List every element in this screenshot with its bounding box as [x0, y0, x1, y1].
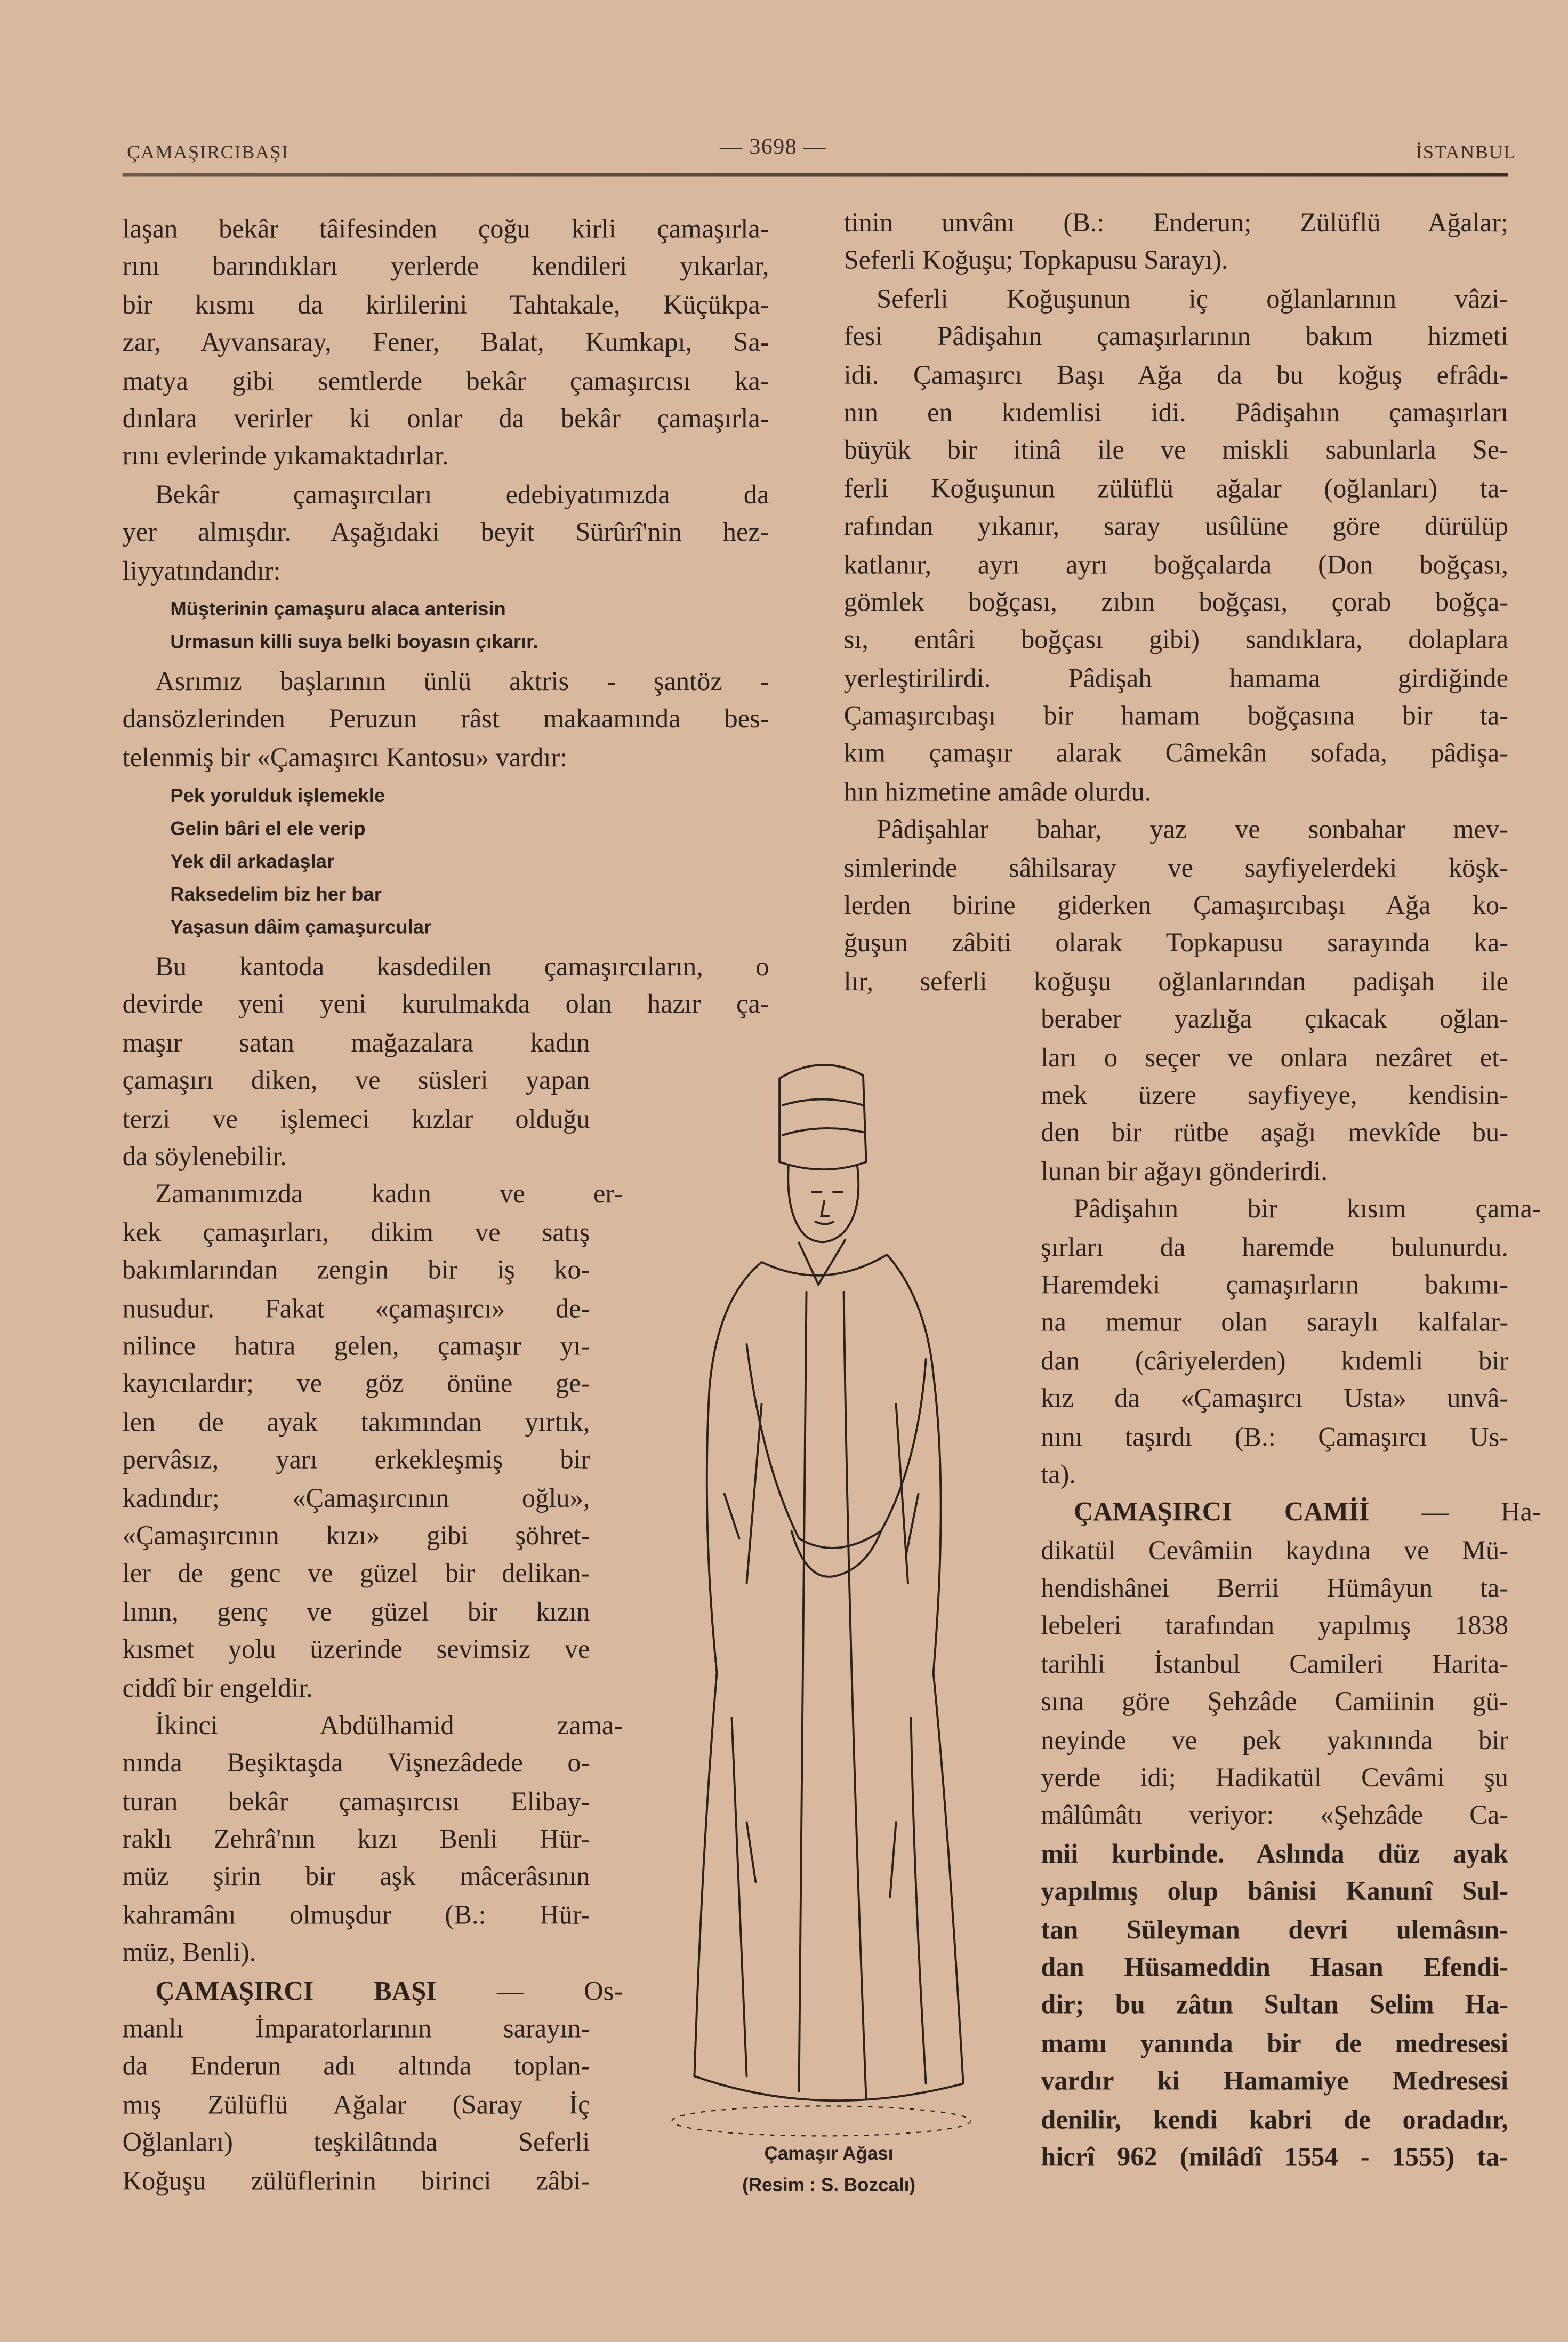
paragraph-block: [123, 663, 769, 776]
paragraph-block: [123, 211, 769, 590]
text-line: turan bekâr çamaşırcısı Elibay-: [122, 1786, 590, 1816]
text-line: Koğuşu zülüflerinin birinci zâbi-: [122, 2165, 590, 2195]
entry-title: ÇAMAŞIRCI BAŞI: [155, 1975, 437, 2006]
text-line: idi. Çamaşırcı Başı Ağa da bu koğuş efrâdı-: [843, 359, 1509, 389]
text-line: bir kısmı da kirlilerini Tahtakale, Küçükpa-: [122, 289, 769, 319]
page-number: — 3698 —: [720, 135, 827, 160]
text-line: sına göre Şehzâde Camiinin gü-: [1041, 1686, 1509, 1717]
text-line: ler de genc ve güzel bir delikan-: [122, 1558, 590, 1589]
hat: [779, 1065, 866, 1169]
text-line: fesi Pâdişahın çamaşırlarının bakım hizmeti: [843, 321, 1509, 351]
text-line: Pâdişahlar bahar, yaz ve sonbahar mev-: [877, 814, 1509, 845]
camasir-agasi-illustration: [657, 1046, 1000, 2151]
text-line: İkinci Abdülhamid zama-: [155, 1710, 623, 1740]
text-line: çamaşırı diken, ve süsleri yapan: [122, 1065, 590, 1095]
verse-line: Müşterinin çamaşuru alaca anterisin: [170, 597, 506, 620]
text-line: telenmiş bir «Çamaşırcı Kantosu» vardır:: [122, 742, 568, 772]
text-line: Seferli Koğuşu; Topkapusu Sarayı).: [843, 245, 1228, 276]
text-line: hın hizmetine amâde olurdu.: [843, 776, 1152, 807]
text-line: sı, entâri boğçası gibi) sandıklara, dolaplara: [843, 624, 1509, 655]
text-line: lır, seferli koğuşu oğlanlarından padişah ile: [843, 966, 1509, 996]
text-line: rını barındıkları yerlerde kendileri yıkarlar,: [122, 251, 769, 282]
text-line: nında Beşiktaşda Vişnezâdede o-: [122, 1747, 590, 1778]
paragraph-block: [123, 949, 769, 1024]
text-line: ta).: [1041, 1459, 1076, 1489]
text-line: şırları da haremde bulunurdu.: [1041, 1231, 1509, 1262]
text-line: kahramânı olmuşdur (B.: Hür-: [122, 1899, 590, 1930]
text-line: nını taşırdı (B.: Çamaşırcı Us-: [1041, 1421, 1509, 1451]
verse-line: Yaşasun dâim çamaşurcular: [170, 916, 432, 939]
text-line: bakımlarından zengin bir iş ko-: [122, 1255, 590, 1285]
text-line: Oğlanları) teşkilâtında Seferli: [122, 2127, 590, 2157]
text-line: liyyatındandır:: [122, 555, 281, 585]
verse-line: Urmasun killi suya belki boyasın çıkarır.: [170, 630, 538, 653]
text-line: den bir rütbe aşağı mevkîde bu-: [1041, 1118, 1509, 1148]
text-line: katlanır, ayrı ayrı boğçalarda (Don boğçası,: [843, 549, 1509, 579]
text-line: yapılmış olup bânisi Kanunî Sul-: [1041, 1876, 1509, 1906]
running-head-right: İSTANBUL: [1416, 140, 1516, 163]
text-line: raklı Zehrâ'nın kızı Benli Hür-: [122, 1824, 590, 1854]
verse-couplet: [123, 593, 769, 659]
text-line: nilince hatıra gelen, çamaşır yı-: [122, 1330, 590, 1361]
text-line: rafından yıkanır, saray usûlüne göre dürülüp: [843, 511, 1509, 541]
text-line: tinin unvânı (B.: Enderun; Zülüflü Ağalar;: [843, 207, 1509, 238]
text-line: mâlûmâtı veriyor: «Şehzâde Ca-: [1041, 1800, 1509, 1831]
text-line: simlerinde sâhilsaray ve sayfiyelerdeki köşk-: [843, 852, 1509, 883]
text-line: yerleştirilirdi. Pâdişah hamama girdiğinde: [843, 662, 1509, 693]
text-line: da Enderun adı altında toplan-: [122, 2051, 590, 2081]
text-line: terzi ve işlemeci kızlar olduğu: [122, 1103, 590, 1133]
text-line: müz şirin bir aşk mâcerâsının: [122, 1862, 590, 1892]
text-line: pervâsız, yarı erkekleşmiş bir: [122, 1445, 590, 1475]
text-line: kayıcılardır; ve göz önüne ge-: [122, 1368, 590, 1399]
text-line: maşır satan mağazalara kadın: [122, 1027, 590, 1057]
text-line: manlı İmparatorlarının sarayın-: [122, 2013, 590, 2043]
text-line: hicrî 962 (milâdî 1554 - 1555) ta-: [1041, 2142, 1509, 2172]
text-line: Çamaşırcıbaşı bir hamam boğçasına bir ta-: [843, 700, 1509, 731]
entry-title: ÇAMAŞIRCI CAMİİ: [1073, 1497, 1370, 1527]
header-rule: [123, 173, 1508, 177]
text-line: tan Süleyman devri ulemâsın-: [1041, 1914, 1509, 1944]
text-line: dansözlerinden Peruzun râst makaamında bes-: [122, 704, 769, 734]
text-line: vardır ki Hamamiye Medresesi: [1041, 2066, 1509, 2096]
text-line: mamı yanında bir de medresesi: [1041, 2028, 1509, 2058]
text-line: gömlek boğçası, zıbın boğçası, çorab boğça-: [843, 587, 1509, 617]
text-line: ğuşun zâbiti olarak Topkapusu sarayında ka-: [843, 928, 1509, 958]
verse-line: Raksedelim biz her bar: [170, 883, 382, 905]
text-line: tarihli İstanbul Camileri Harita-: [1041, 1648, 1509, 1679]
text-line: lının, genç ve güzel bir kızın: [122, 1596, 590, 1626]
text-line: Haremdeki çamaşırların bakımı-: [1041, 1269, 1509, 1300]
text-line: denilir, kendi kabri de oradadır,: [1041, 2104, 1509, 2134]
text-line: Asrımız başlarının ünlü aktris - şantöz -: [155, 665, 769, 696]
text-line: dikatül Cevâmiin kaydına ve Mü-: [1041, 1535, 1509, 1565]
text-line: kadındır; «Çamaşırcının oğlu»,: [122, 1482, 590, 1513]
text-line: mii kurbinde. Aslında düz ayak: [1041, 1838, 1509, 1868]
text-line: ciddî bir engeldir.: [122, 1672, 313, 1702]
text-line: Bu kantoda kasdedilen çamaşırcıların, o: [155, 951, 769, 982]
entry-heading-line: [1041, 1494, 1541, 1532]
verse-line: Pek yorulduk işlemekle: [170, 784, 385, 807]
caption-credit: (Resim : S. Bozcalı): [742, 2175, 916, 2196]
text-line: rını evlerinde yıkamaktadırlar.: [122, 441, 449, 471]
text-line: da söylenebilir.: [122, 1141, 287, 1172]
text-line: ferli Koğuşunun zülüflü ağalar (oğlanları) ta-: [843, 473, 1509, 503]
figure-caption: [687, 2139, 970, 2202]
verse-line: Gelin bâri el ele verip: [170, 817, 366, 840]
text-line: dınlara verirler ki onlar da bekâr çamaşırla-: [122, 403, 769, 434]
text-line: mış Zülüflü Ağalar (Saray İç: [122, 2089, 590, 2120]
verse-line: Yek dil arkadaşlar: [170, 849, 335, 873]
text-line: ları o seçer ve onlara nezâret et-: [1041, 1041, 1509, 1072]
text-line: Seferli Koğuşunun iç oğlanlarının vâzi-: [877, 283, 1509, 314]
entry-heading-line: [123, 1972, 623, 2010]
text-line: len de ayak takımından yırtık,: [122, 1406, 590, 1437]
text-line: nusudur. Fakat «çamaşırcı» de-: [122, 1293, 590, 1323]
text-line: na memur olan saraylı kalfalar-: [1041, 1307, 1509, 1337]
text-line: müz, Benli).: [122, 1937, 256, 1968]
text-line: matya gibi semtlerde bekâr çamaşırcısı ka-: [122, 365, 769, 396]
paragraph-block-narrow: [1041, 1001, 1541, 2177]
text-line: Bekâr çamaşırcıları edebiyatımızda da: [155, 479, 769, 509]
entry-text: — Os-: [436, 1975, 623, 2006]
text-line: laşan bekâr tâifesinden çoğu kirli çamaşırla-: [122, 213, 769, 244]
text-line: hendishânei Berrii Hümâyun ta-: [1041, 1573, 1509, 1603]
collar: [762, 1240, 887, 1285]
text-line: zar, Ayvansaray, Fener, Balat, Kumkapı, Sa-: [122, 327, 769, 357]
text-line: Zamanımızda kadın ve er-: [155, 1179, 623, 1209]
text-line: neyinde ve pek yakınında bir: [1041, 1725, 1509, 1755]
text-line: devirde yeni yeni kurulmakda olan hazır ça-: [122, 989, 769, 1020]
text-line: yerde idi; Hadikatül Cevâmi şu: [1041, 1762, 1509, 1793]
text-line: Pâdişahın bir kısım çama-: [1073, 1193, 1541, 1224]
entry-text: — Ha-: [1369, 1497, 1541, 1527]
text-line: yer almışdır. Aşağıdaki beyit Sürûrî'nin hez-: [122, 517, 769, 547]
text-line: kek çamaşırları, dikim ve satış: [122, 1217, 590, 1247]
text-line: kım çamaşır alarak Câmekân sofada, pâdişa-: [843, 739, 1509, 769]
text-line: kız da «Çamaşırcı Usta» unvâ-: [1041, 1383, 1509, 1414]
text-line: lebeleri tarafından yapılmış 1838: [1041, 1610, 1509, 1641]
text-line: dan (câriyelerden) kıdemli bir: [1041, 1345, 1509, 1375]
kanto-lyrics: [123, 780, 769, 944]
text-line: dan Hüsameddin Hasan Efendi-: [1041, 1952, 1509, 1982]
text-line: nın en kıdemlisi idi. Pâdişahın çamaşırları: [843, 397, 1509, 427]
caption-title: Çamaşır Ağası: [764, 2143, 894, 2164]
paragraph-block: [844, 205, 1508, 1001]
text-line: lerden birine giderken Çamaşırcıbaşı Ağa ko-: [843, 890, 1509, 920]
text-line: dir; bu zâtın Sultan Selim Ha-: [1041, 1990, 1509, 2020]
text-line: büyük bir itinâ ile ve miskli sabunlarla Se-: [843, 435, 1509, 466]
text-line: «Çamaşırcının kızı» gibi şöhret-: [122, 1520, 590, 1551]
text-line: lunan bir ağayı gönderirdi.: [1041, 1156, 1328, 1186]
text-line: beraber yazlığa çıkacak oğlan-: [1041, 1004, 1509, 1034]
text-line: kısmet yolu üzerinde sevimsiz ve: [122, 1634, 590, 1664]
text-line: mek üzere sayfiyeye, kendisin-: [1041, 1080, 1509, 1110]
running-head-left: ÇAMAŞIRCIBAŞI: [127, 140, 289, 163]
